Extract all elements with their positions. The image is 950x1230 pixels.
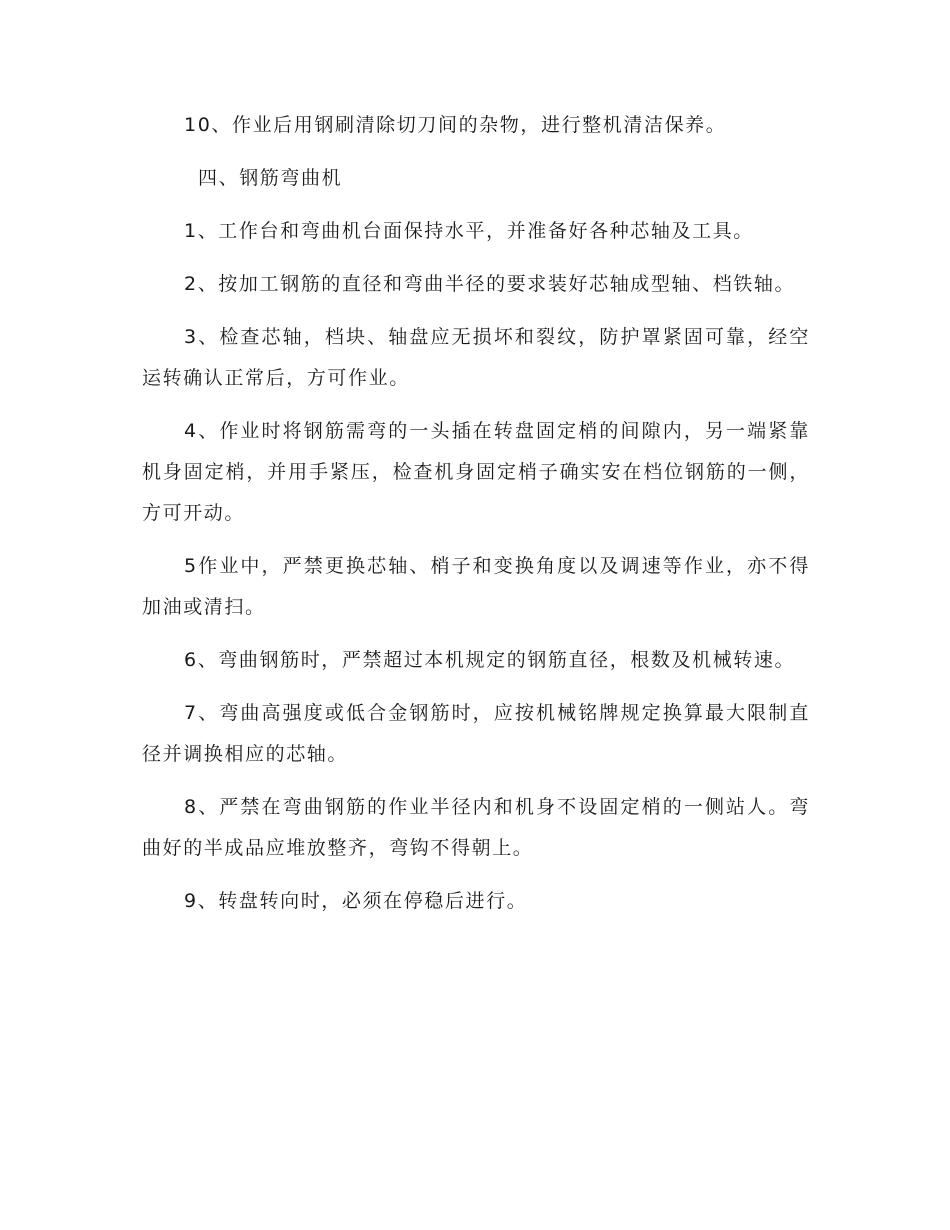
paragraph-item-4: 4、作业时将钢筋需弯的一头插在转盘固定梢的间隙内，另一端紧靠机身固定梢，并用手紧压，检查机身固定梢子确实安在档位钢筋的一侧，方可开动。 <box>142 420 810 524</box>
paragraph-item-7: 7、弯曲高强度或低合金钢筋时，应按机械铭牌规定换算最大限制直径并调换相应的芯轴。 <box>142 702 810 765</box>
paragraph-item-5: 5作业中，严禁更换芯轴、梢子和变换角度以及调速等作业，亦不得加油或清扫。 <box>142 555 810 618</box>
section-heading-rebar-bending-machine: 四、钢筋弯曲机 <box>198 167 343 189</box>
paragraph-item-3: 3、检查芯轴，档块、轴盘应无损坏和裂纹，防护罩紧固可靠，经空运转确认正常后，方可作业。 <box>142 326 810 389</box>
paragraph-item-10-cleaning: 10、作业后用钢刷清除切刀间的杂物，进行整机清洁保养。 <box>184 114 727 136</box>
paragraph-item-1: 1、工作台和弯曲机台面保持水平，并准备好各种芯轴及工具。 <box>184 220 754 242</box>
paragraph-item-2: 2、按加工钢筋的直径和弯曲半径的要求装好芯轴成型轴、档铁轴。 <box>184 273 796 295</box>
paragraph-item-9: 9、转盘转向时，必须在停稳后进行。 <box>184 890 528 912</box>
paragraph-item-8: 8、严禁在弯曲钢筋的作业半径内和机身不设固定梢的一侧站人。弯曲好的半成品应堆放整齐，弯钩不得朝上。 <box>142 796 810 859</box>
document-page <box>142 105 810 934</box>
paragraph-item-6: 6、弯曲钢筋时，严禁超过本机规定的钢筋直径，根数及机械转速。 <box>184 649 796 671</box>
